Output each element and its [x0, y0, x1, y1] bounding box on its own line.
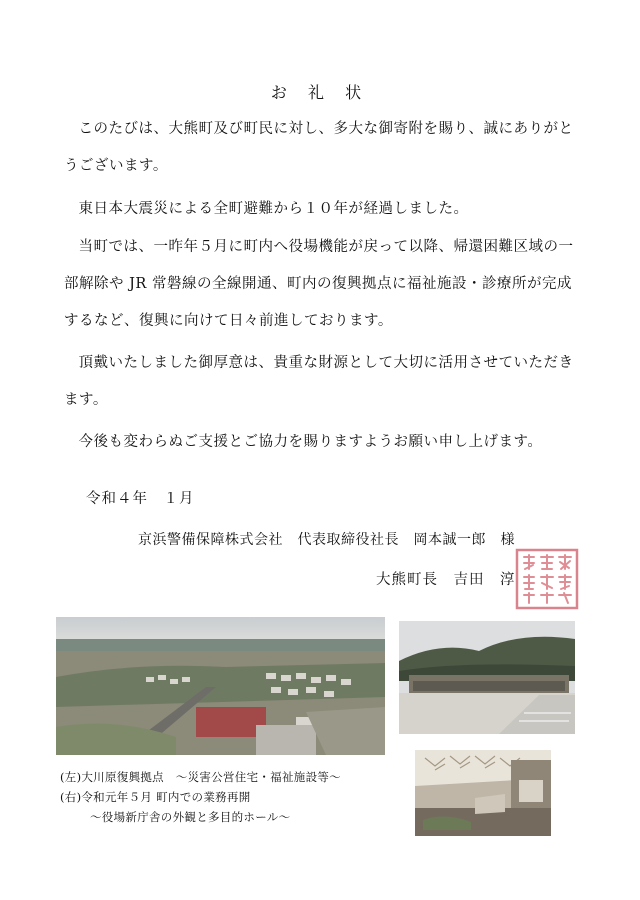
paragraph-2: 東日本大震災による全町避難から１０年が経過しました。	[78, 201, 469, 217]
town-hall-exterior-photo	[399, 621, 575, 734]
letter-date: 令和４年 １月	[86, 491, 195, 507]
caption-right-photo: (右)令和元年５月 町内での業務再開	[60, 790, 251, 804]
aerial-town-photo	[56, 617, 385, 755]
caption-right-photo-detail: ～役場新庁舎の外観と多目的ホール～	[90, 810, 291, 824]
paragraph-1: このたびは、大熊町及び町民に対し、多大な御寄附を賜り、誠にありがとうございます。	[64, 121, 574, 174]
paragraph-5: 今後も変わらぬご支援とご協力を賜りますようお願い申し上げます。	[78, 434, 543, 450]
multipurpose-hall-photo	[415, 750, 551, 836]
sender-signature: 大熊町長 吉田 淳	[376, 572, 516, 588]
paragraph-4: 頂戴いたしました御厚意は、貴重な財源として大切に活用させていただきます。	[64, 355, 574, 408]
official-seal-stamp	[514, 547, 580, 611]
paragraph-3: 当町では、一昨年５月に町内へ役場機能が戻って以降、帰還困難区域の一部解除や JR 常磐線の全線開通、町内の復興拠点に福祉施設・診療所が完成するなど、復興に向けて日々前進しております。	[64, 239, 574, 329]
letter-title: お 礼 状	[270, 83, 370, 102]
caption-left-photo: (左)大川原復興拠点 ～災害公営住宅・福祉施設等～	[60, 770, 341, 784]
recipient-line: 京浜警備保障株式会社 代表取締役社長 岡本誠一郎 様	[138, 532, 515, 548]
